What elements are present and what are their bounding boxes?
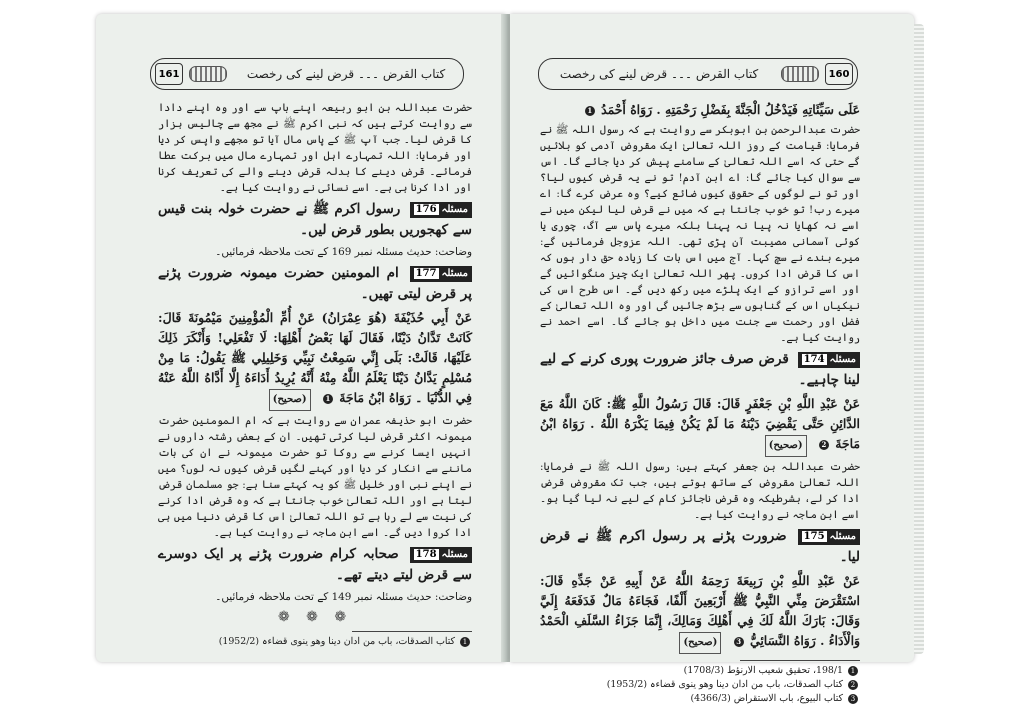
- grade-label: (صحیح): [765, 435, 807, 457]
- masala-text: ضرورت پڑنے پر رسول اکرم ﷺ نے قرض لیا۔: [540, 528, 860, 565]
- right-page-body: [540, 100, 860, 706]
- grade-label: (صحیح): [679, 632, 721, 654]
- masala-text: صحابہ کرام ضرورت پڑنے پر ایک دوسرے سے قرض لیتے دیتے تھے۔: [158, 546, 472, 583]
- footnote-marker-icon: 3: [734, 637, 744, 647]
- footnote-marker-icon: 3: [848, 694, 858, 704]
- footnote-marker-icon: 1: [585, 106, 595, 116]
- explanation-note: وضاحت: حدیث مسئلہ نمبر 169 کے تحت ملاحظہ فرمائیں۔: [215, 246, 472, 258]
- footnote-marker-icon: 1: [460, 637, 470, 647]
- arabic-hadith: عَنْ أَبِي حُذَيْفَةَ (هُوَ عِمْرَانُ) عَنْ أُمِّ الْمُؤْمِنِينَ مَيْمُونَةَ قَالَ: كَانَتْ تَدَّانُ دَيْنًا، فَقَالَ لَهَا بَعْضُ أَهْلِهَا: لَا تَفْعَلِي! وَأَنْكَرَ ذَلِكَ عَلَيْهَا، قَالَتْ: بَلَى إِنِّي سَمِعْتُ نَبِيِّي وَخَلِيلِي ﷺ يَقُولُ: مَا مِنْ مُسْلِمٍ يَدَّانُ دَيْنًا يَعْلَمُ اللَّهُ مِنْهُ أَنَّهُ يُرِيدُ أَدَاءَهُ إِلَّا أَدَّاهُ اللَّهُ عَنْهُ فِي الدُّنْيَا ۔ رَوَاهُ ابْنُ مَاجَةَ 1 (صحیح): [158, 308, 472, 411]
- arabic-hadith: عَنْ عَبْدِ اللَّهِ بْنِ جَعْفَرٍ قَالَ: قَالَ رَسُولُ اللَّهِ ﷺ: كَانَ اللَّهُ مَعَ الدَّائِنِ حَتَّى يَقْضِيَ دَيْنَهُ مَا لَمْ يَكُنْ فِيمَا يَكْرَهُ اللَّهُ . رَوَاهُ ابْنُ مَاجَةَ 2 (صحیح): [540, 394, 860, 457]
- left-page-body: [158, 100, 472, 649]
- footnote-marker-icon: 1: [848, 666, 858, 676]
- left-header-title: کتاب القرض ۔۔۔ قرض لینے کی رخصت: [246, 67, 446, 81]
- masala-badge: مسئلہ178: [410, 547, 472, 563]
- masala-badge: مسئلہ174: [798, 352, 860, 368]
- masala-text: رسول اکرم ﷺ نے حضرت خولہ بنت قیس سے کھجوریں بطور قرض لیں۔: [158, 201, 472, 238]
- masala-174: [540, 349, 860, 391]
- section-divider: ❁ ❁ ❁: [277, 609, 353, 625]
- footnote-marker-icon: 2: [819, 440, 829, 450]
- paragraph: حضرت عبداللہ بن ابو ربیعہ اپنے باپ سے اور وہ اپنے دادا سے روایت کرتے ہیں کہ نبی اکرم ﷺ نے مجھ سے چالیس ہزار کا قرض لیا۔ جب آپ ﷺ کے پاس مال آیا تو مجھے واپس کر دیا اور فرمایا: اللہ تمہارے اہل اور تمہارے مال میں برکت عطا فرمائے۔ قرض دینے کا بدلہ قرض دینے والے کی تعریف کرنا اور ادا کرنا ہی ہے۔ اسے نسائی نے روایت کیا ہے۔: [158, 102, 472, 194]
- masala-177: [158, 263, 472, 305]
- masala-badge: مسئلہ175: [798, 529, 860, 545]
- masala-175: [540, 526, 860, 568]
- masala-text: قرض صرف جائز ضرورت پوری کرنے کے لیے لینا چاہیے۔: [540, 351, 860, 388]
- footnote-marker-icon: 2: [848, 680, 858, 690]
- paragraph: حضرت عبدالرحمن بن ابوبکر سے روایت ہے کہ رسول اللہ ﷺ نے فرمایا: قیامت کے روز اللہ تعالیٰ ایک مقروض آدمی کو بلائیں گے حتی کہ اسے اللہ تعالیٰ کے سامنے پیش کر دیا جائے گا۔ اس سے سوال کیا جائے گا: اے ابن آدم! تو نے یہ قرض کیوں لیا؟ اور تو نے لوگوں کے حقوق کیوں ضائع کیے؟ وہ عرض کرے گا: اے میرے رب! تو خوب جانتا ہے کہ میں نے قرض لیا لیکن میں نے اسے نہ کھایا نہ پیا نہ پہنا بلکہ میرے پاس سے آگ، چوری یا کوئی آسمانی مصیبت آن پڑی تھی۔ اللہ عزوجل فرمائیں گے: میرے بندے نے سچ کہا۔ آج میں اس بات کا زیادہ حق دار ہوں کہ اس کا قرض ادا کروں۔ پھر اللہ تعالیٰ ایک چیز منگوائیں گے اور اسے ترازو کے ایک پلڑے میں رکھ دیں گے۔ اس طرح اس کی نیکیاں اس کے گناہوں سے بڑھ جائیں گی اور وہ اللہ تعالیٰ کے فضل اور رحمت سے جنت میں داخل ہو جائے گا۔ اسے احمد نے روایت کیا ہے۔: [540, 124, 860, 344]
- footnote: 3 کتاب البیوع، باب الاستقراض (4366/3): [540, 692, 860, 706]
- masala-176: [158, 199, 472, 241]
- masala-badge: مسئلہ177: [410, 266, 472, 282]
- left-page-header: [150, 58, 464, 90]
- right-page: [510, 14, 914, 704]
- ornament-icon: [781, 66, 819, 82]
- left-page: [96, 14, 506, 662]
- ornament-icon: [189, 66, 227, 82]
- page-edges: [914, 24, 924, 654]
- footnote: 2 کتاب الصدقات، باب من ادان دینا وھو ینوی قضاءہ (1953/2): [540, 678, 860, 692]
- footnote-rule: [352, 631, 472, 632]
- paragraph: حضرت ابو حذیفہ عمران سے روایت ہے کہ ام المومنین حضرت میمونہ اکثر قرض لیا کرتی تھیں۔ ان کے بعض رشتہ داروں نے انہیں ایسا کرنے سے روکا تو حضرت میمونہ نے ان کی بات ماننے سے انکار کر دیا اور کہنے لگیں قرض کیوں نہ لوں؟ میں نے اپنے نبی اور خلیل ﷺ کو یہ کہتے سنا ہے: جو مسلمان قرض لیتا ہے اور اللہ تعالیٰ خوب جانتا ہے کہ وہ قرض ادا کرنے کی نیت سے لے رہا ہے تو اللہ تعالیٰ اس کا قرض دنیا میں ہی ادا کروا دیں گے۔ اسے ابن ماجہ نے روایت کیا ہے۔: [158, 415, 472, 539]
- right-page-number: 160: [825, 63, 853, 85]
- footnote-marker-icon: 1: [323, 394, 333, 404]
- footnote-rule: [740, 660, 860, 661]
- right-header-title: کتاب القرض ۔۔۔ قرض لینے کی رخصت: [559, 67, 759, 81]
- footnote: 1 کتاب الصدقات، باب من ادان دینا وھو ینوی قضاءہ (1952/2): [158, 635, 472, 649]
- masala-text: ام المومنین حضرت میمونہ ضرورت پڑنے پر قرض لیتی تھیں۔: [158, 265, 472, 302]
- left-page-number: 161: [155, 63, 183, 85]
- masala-badge: مسئلہ176: [410, 202, 472, 218]
- open-book: [96, 6, 924, 704]
- explanation-note: وضاحت: حدیث مسئلہ نمبر 149 کے تحت ملاحظہ فرمائیں۔: [215, 591, 472, 603]
- grade-label: (صحیح): [269, 389, 311, 411]
- footnote: 1 198/1، تحقیق شعیب الارنؤط (1708/3): [540, 664, 860, 678]
- right-page-header: [538, 58, 858, 90]
- paragraph: حضرت عبداللہ بن جعفر کہتے ہیں: رسول اللہ ﷺ نے فرمایا: اللہ تعالیٰ مقروض کے ساتھ ہوتے ہیں، جب تک مقروض قرض ادا کر لے، بشرطیکہ وہ قرض ناجائز کام کے لیے نہ لیا گیا ہو۔ اسے ابن ماجہ نے روایت کیا ہے۔: [540, 461, 860, 521]
- arabic-hadith: عَلَى سَيِّئَاتِهِ فَيَدْخُلُ الْجَنَّةَ بِفَضْلِ رَحْمَتِهِ . رَوَاهُ أَحْمَدُ 1: [540, 100, 860, 120]
- masala-178: [158, 544, 472, 586]
- arabic-hadith: عَنْ عَبْدِ اللَّهِ بْنِ رَبِيعَةَ رَحِمَهُ اللَّهُ عَنْ أَبِيهِ عَنْ جَدِّهِ قَالَ: اسْتَقْرَضَ مِنِّي النَّبِيُّ ﷺ أَرْبَعِينَ أَلْفًا، فَجَاءَهُ مَالٌ فَدَفَعَهُ إِلَيَّ وَقَالَ: بَارَكَ اللَّهُ لَكَ فِي أَهْلِكَ وَمَالِكَ، إِنَّمَا جَزَاءُ السَّلَفِ الْحَمْدُ وَالْأَدَاءُ . رَوَاهُ النَّسَائِيُّ 3 (صحیح): [540, 571, 860, 654]
